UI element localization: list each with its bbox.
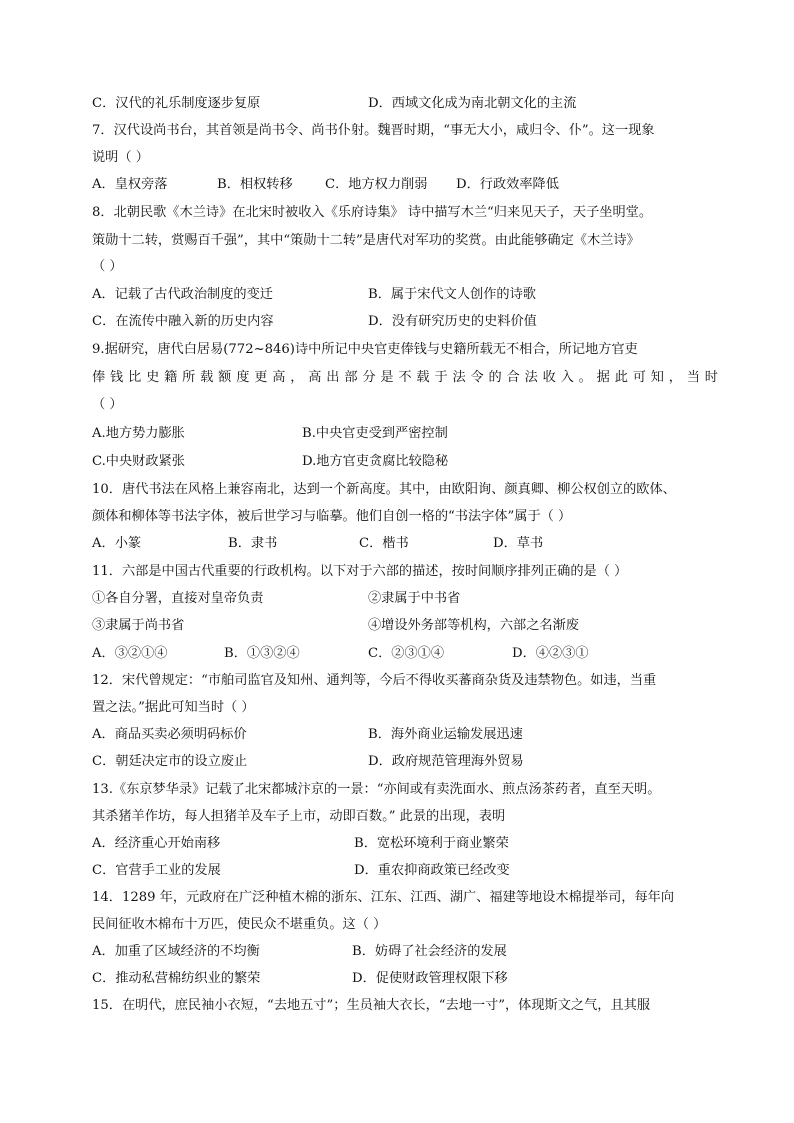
question-stem: 10．唐代书法在风格上兼容南北，达到一个新高度。其中，由欧阳询、颜真卿、柳公权创立的欧体、 xyxy=(92,482,676,497)
option-a: A．经济重心开始南移 xyxy=(92,836,221,851)
question-stem: 民间征收木棉布十万匹，使民众不堪重负。这（ ） xyxy=(92,917,387,932)
option-a: A．商品买卖必须明码标价 xyxy=(92,727,247,742)
option-d: D．重农抑商政策已经改变 xyxy=(354,863,510,878)
option-c: C．楷书 xyxy=(359,536,409,551)
option-c: C．在流传中融入新的历史内容 xyxy=(92,314,274,329)
option-b: B．相权转移 xyxy=(217,177,293,192)
question-stem: 俸钱比史籍所载额度更高，高出部分是不载于法令的合法收入。据此可知，当时 xyxy=(92,370,718,385)
option-b: B．宽松环境利于商业繁荣 xyxy=(354,836,509,851)
option-c-prev: C．汉代的礼乐制度逐步复原 xyxy=(92,96,261,111)
statement-item: ③隶属于尚书省 xyxy=(92,618,185,633)
option-b: B．妨碍了社会经济的发展 xyxy=(352,944,507,959)
question-stem: 9.据研究，唐代白居易(772~846)诗中所记中央官吏俸钱与史籍所载无不相合，所记地方官吏 xyxy=(92,342,638,357)
option-d: D．促使财政管理权限下移 xyxy=(352,971,508,986)
option-a: A.地方势力膨胀 xyxy=(92,426,185,441)
question-stem: 13.《东京梦华录》记载了北宋都城汴京的一景：“亦间或有卖洗面水、煎点汤茶药者，直至天明。 xyxy=(92,782,661,797)
question-stem: 说明（ ） xyxy=(92,150,149,165)
statement-item: ④增设外务部等机构，六部之名渐废 xyxy=(368,618,579,633)
question-stem: 8．北朝民歌《木兰诗》在北宋时被收入《乐府诗集》 诗中描写木兰“归来见天子，天子坐明堂。 xyxy=(92,205,653,220)
option-a: A．③②①④ xyxy=(92,646,168,661)
option-b: B．海外商业运输发展迅速 xyxy=(368,727,523,742)
question-stem: 12．宋代曾规定：“市舶司监官及知州、通判等，今后不得收买蕃商杂货及违禁物色。如违，当重 xyxy=(92,673,657,688)
statement-item: ①各自分署，直接对皇帝负责 xyxy=(92,591,264,606)
question-stem: 14．1289 年，元政府在广泛种植木棉的浙东、江东、江西、湖广、福建等地设木棉提举司，每年向 xyxy=(92,890,675,905)
question-stem: 颜体和柳体等书法字体，被后世学习与临摹。他们自创一格的“书法字体”属于（ ） xyxy=(92,509,572,524)
question-stem: 策勋十二转，赏赐百千强”，其中“策勋十二转”是唐代对军功的奖赏。由此能够确定《木兰诗》 xyxy=(92,233,640,248)
statement-item: ②隶属于中书省 xyxy=(368,591,461,606)
option-a: A．皇权旁落 xyxy=(92,177,168,192)
option-d: D．没有研究历史的史料价值 xyxy=(368,314,537,329)
option-c: C．②③①④ xyxy=(368,646,445,661)
option-a: A．小篆 xyxy=(92,536,142,551)
question-stem: 置之法。”据此可知当时（ ） xyxy=(92,700,255,715)
option-d-prev: D．西域文化成为南北朝文化的主流 xyxy=(368,96,577,111)
question-stem: 11．六部是中国古代重要的行政机构。以下对于六部的描述，按时间顺序排列正确的是（ ） xyxy=(92,564,628,579)
option-a: A．加重了区域经济的不均衡 xyxy=(92,944,260,959)
option-c: C．推动私营棉纺织业的繁荣 xyxy=(92,971,261,986)
question-stem: 其杀猪羊作坊，每人担猪羊及车子上市，动即百数。” 此景的出现，表明 xyxy=(92,809,506,824)
option-b: B．隶书 xyxy=(228,536,278,551)
question-stem: （ ） xyxy=(92,397,123,412)
option-a: A．记载了古代政治制度的变迁 xyxy=(92,287,273,302)
option-b: B.中央官吏受到严密控制 xyxy=(302,426,448,441)
question-stem: 15．在明代，庶民袖小衣短，“去地五寸”；生员袖大衣长，“去地一寸”，体现斯文之气，且其服 xyxy=(92,998,651,1013)
option-d: D．草书 xyxy=(493,536,544,551)
option-c: C.中央财政紧张 xyxy=(92,454,185,469)
option-d: D.地方官吏贪腐比较隐秘 xyxy=(302,454,449,469)
option-c: C．朝廷决定市的设立废止 xyxy=(92,754,248,769)
question-stem: （ ） xyxy=(92,259,123,274)
question-stem: 7．汉代设尚书台，其首领是尚书令、尚书仆射。魏晋时期，“事无大小，咸归令、仆”。这一现象 xyxy=(92,123,655,138)
option-b: B．①③②④ xyxy=(224,646,300,661)
option-d: D．行政效率降低 xyxy=(456,177,559,192)
option-d: D．政府规范管理海外贸易 xyxy=(368,754,524,769)
option-c: C．地方权力削弱 xyxy=(325,177,428,192)
option-c: C．官营手工业的发展 xyxy=(92,863,221,878)
option-b: B．属于宋代文人创作的诗歌 xyxy=(368,287,536,302)
option-d: D．④②③① xyxy=(512,646,589,661)
